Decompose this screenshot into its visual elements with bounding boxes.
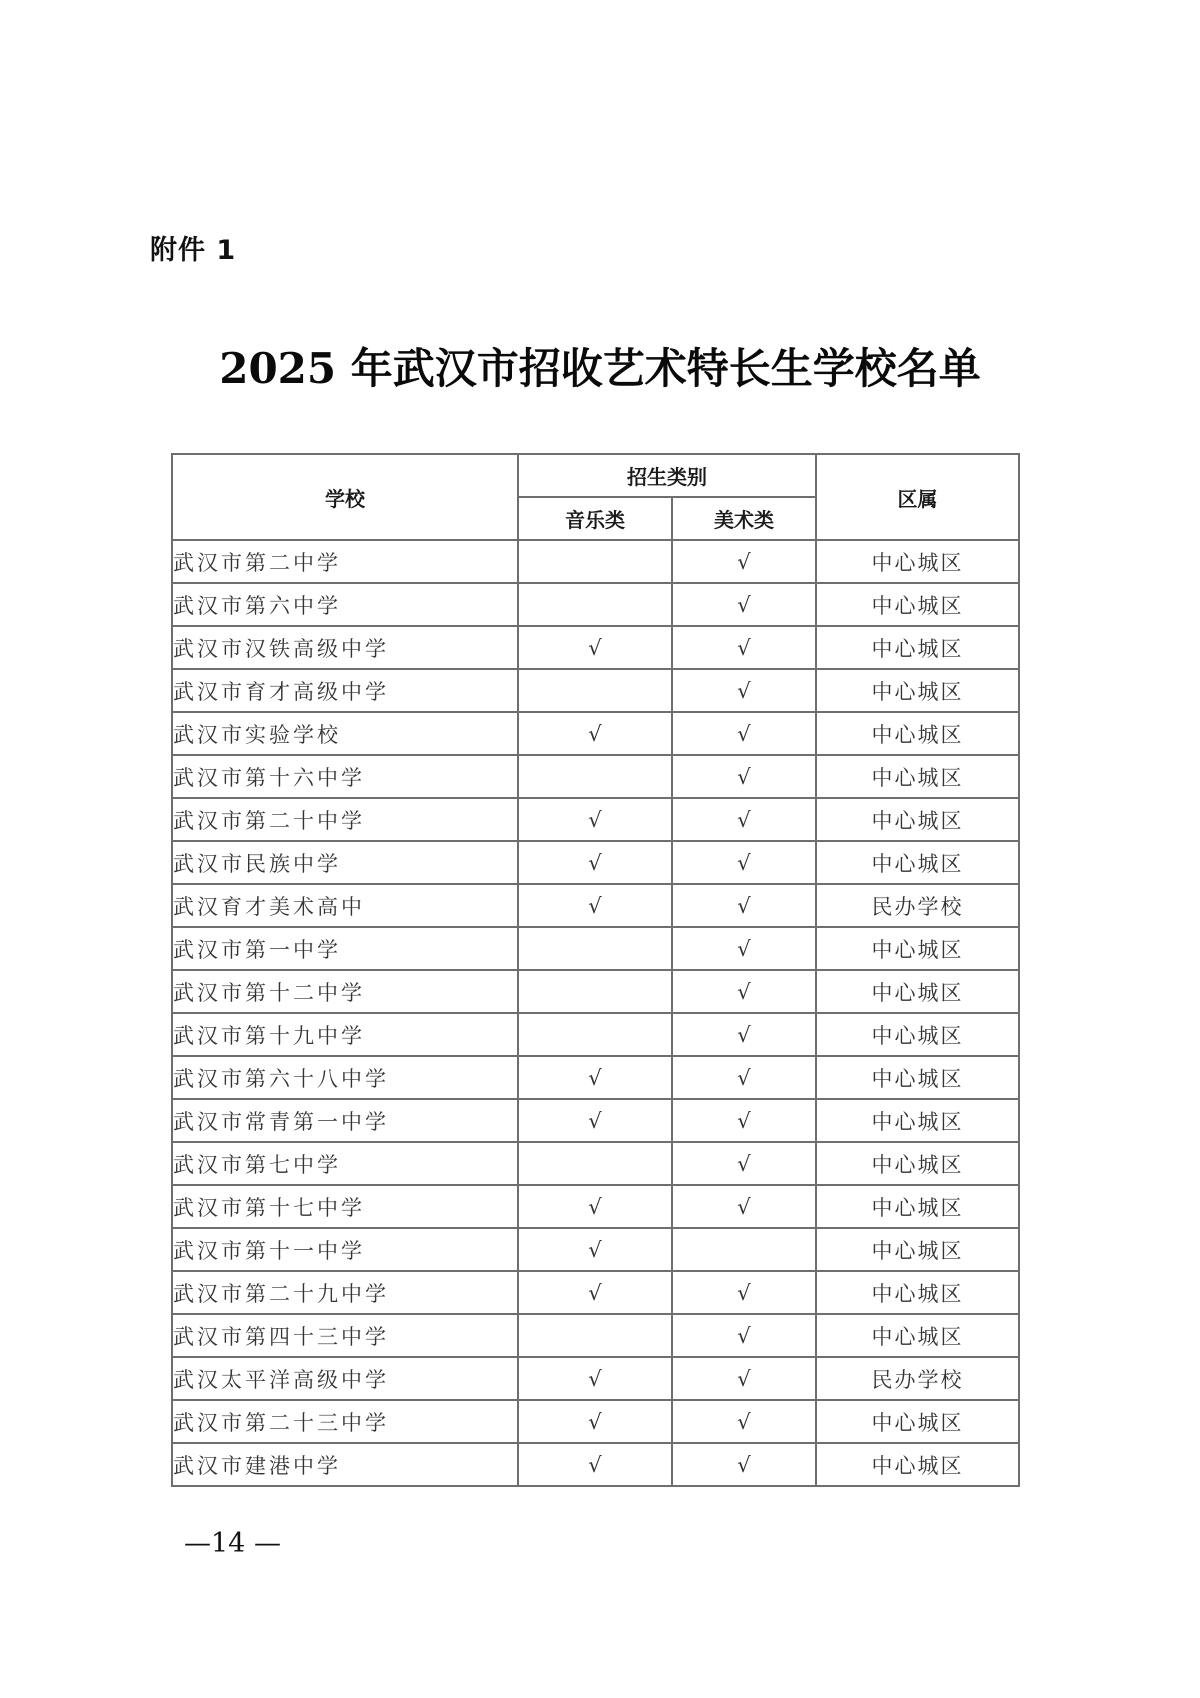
district: 中心城区 (816, 1443, 1019, 1486)
school-name: 武汉市第四十三中学 (172, 1314, 518, 1357)
school-name: 武汉市第六中学 (172, 583, 518, 626)
school-name: 武汉市建港中学 (172, 1443, 518, 1486)
art-check-icon: √ (672, 712, 816, 755)
table-row (172, 583, 1019, 626)
music-check-icon (518, 755, 672, 798)
music-check-icon: √ (518, 1443, 672, 1486)
art-check-icon: √ (672, 755, 816, 798)
art-check-icon: √ (672, 970, 816, 1013)
page-number: —14 — (184, 1528, 281, 1559)
district: 民办学校 (816, 1357, 1019, 1400)
school-name: 武汉市育才高级中学 (172, 669, 518, 712)
district: 中心城区 (816, 1400, 1019, 1443)
art-check-icon: √ (672, 1400, 816, 1443)
music-check-icon: √ (518, 884, 672, 927)
table-row (172, 970, 1019, 1013)
school-list-table (171, 453, 1020, 1487)
table-row (172, 1056, 1019, 1099)
music-check-icon: √ (518, 1400, 672, 1443)
school-name: 武汉市第二十中学 (172, 798, 518, 841)
district: 中心城区 (816, 626, 1019, 669)
music-check-icon: √ (518, 1099, 672, 1142)
document-title: 2025 年武汉市招收艺术特长生学校名单 (219, 344, 981, 393)
table-row (172, 1228, 1019, 1271)
art-check-icon: √ (672, 1185, 816, 1228)
district: 中心城区 (816, 1185, 1019, 1228)
table-row (172, 712, 1019, 755)
music-check-icon: √ (518, 1228, 672, 1271)
school-name: 武汉市第六十八中学 (172, 1056, 518, 1099)
school-name: 武汉市第二十三中学 (172, 1400, 518, 1443)
table-row (172, 841, 1019, 884)
table-row (172, 1271, 1019, 1314)
music-check-icon (518, 1142, 672, 1185)
music-check-icon: √ (518, 712, 672, 755)
table-row (172, 669, 1019, 712)
district: 中心城区 (816, 1228, 1019, 1271)
district: 中心城区 (816, 1142, 1019, 1185)
art-check-icon: √ (672, 1357, 816, 1400)
music-check-icon (518, 1013, 672, 1056)
art-check-icon: √ (672, 841, 816, 884)
music-check-icon (518, 669, 672, 712)
school-name: 武汉市第一中学 (172, 927, 518, 970)
table-row (172, 927, 1019, 970)
table-row (172, 755, 1019, 798)
art-check-icon: √ (672, 1142, 816, 1185)
music-check-icon: √ (518, 1357, 672, 1400)
school-name: 武汉市第十二中学 (172, 970, 518, 1013)
district: 中心城区 (816, 583, 1019, 626)
school-name: 武汉市实验学校 (172, 712, 518, 755)
art-check-icon: √ (672, 1099, 816, 1142)
music-check-icon (518, 583, 672, 626)
art-check-icon: √ (672, 626, 816, 669)
music-check-icon: √ (518, 1271, 672, 1314)
district: 中心城区 (816, 1099, 1019, 1142)
music-check-icon: √ (518, 841, 672, 884)
attachment-label: 附件 1 (150, 235, 237, 266)
header-art: 美术类 (672, 497, 816, 540)
header-district: 区属 (816, 454, 1019, 540)
header-category-group: 招生类别 (518, 454, 816, 497)
header-school: 学校 (172, 454, 518, 540)
table-row (172, 1357, 1019, 1400)
art-check-icon: √ (672, 1013, 816, 1056)
art-check-icon: √ (672, 669, 816, 712)
music-check-icon (518, 540, 672, 583)
table-row (172, 798, 1019, 841)
school-name: 武汉市第十一中学 (172, 1228, 518, 1271)
school-name: 武汉市第二十九中学 (172, 1271, 518, 1314)
district: 中心城区 (816, 970, 1019, 1013)
district: 中心城区 (816, 1013, 1019, 1056)
art-check-icon: √ (672, 1271, 816, 1314)
district: 中心城区 (816, 927, 1019, 970)
art-check-icon: √ (672, 1314, 816, 1357)
school-name: 武汉市民族中学 (172, 841, 518, 884)
music-check-icon: √ (518, 626, 672, 669)
table-row (172, 1142, 1019, 1185)
music-check-icon (518, 970, 672, 1013)
table-row (172, 1314, 1019, 1357)
music-check-icon (518, 927, 672, 970)
school-name: 武汉市第十六中学 (172, 755, 518, 798)
district: 中心城区 (816, 1271, 1019, 1314)
school-name: 武汉市汉铁高级中学 (172, 626, 518, 669)
table-row (172, 1400, 1019, 1443)
table-header (172, 454, 1019, 540)
art-check-icon: √ (672, 884, 816, 927)
district: 中心城区 (816, 755, 1019, 798)
music-check-icon: √ (518, 1185, 672, 1228)
school-name: 武汉市常青第一中学 (172, 1099, 518, 1142)
art-check-icon: √ (672, 1443, 816, 1486)
school-name: 武汉市第二中学 (172, 540, 518, 583)
table-row (172, 884, 1019, 927)
art-check-icon: √ (672, 1056, 816, 1099)
music-check-icon: √ (518, 1056, 672, 1099)
school-name: 武汉市第十七中学 (172, 1185, 518, 1228)
district: 中心城区 (816, 1056, 1019, 1099)
table-row (172, 1099, 1019, 1142)
district: 中心城区 (816, 1314, 1019, 1357)
district: 民办学校 (816, 884, 1019, 927)
music-check-icon: √ (518, 798, 672, 841)
table-row (172, 1443, 1019, 1486)
district: 中心城区 (816, 841, 1019, 884)
header-music: 音乐类 (518, 497, 672, 540)
art-check-icon: √ (672, 927, 816, 970)
table-row (172, 1013, 1019, 1056)
art-check-icon: √ (672, 583, 816, 626)
table-row (172, 626, 1019, 669)
school-name: 武汉育才美术高中 (172, 884, 518, 927)
table-row (172, 540, 1019, 583)
art-check-icon: √ (672, 798, 816, 841)
school-name: 武汉市第七中学 (172, 1142, 518, 1185)
music-check-icon (518, 1314, 672, 1357)
district: 中心城区 (816, 712, 1019, 755)
table-row (172, 1185, 1019, 1228)
table-body (172, 540, 1019, 1486)
school-name: 武汉市第十九中学 (172, 1013, 518, 1056)
district: 中心城区 (816, 669, 1019, 712)
district: 中心城区 (816, 798, 1019, 841)
district: 中心城区 (816, 540, 1019, 583)
art-check-icon (672, 1228, 816, 1271)
art-check-icon: √ (672, 540, 816, 583)
school-name: 武汉太平洋高级中学 (172, 1357, 518, 1400)
